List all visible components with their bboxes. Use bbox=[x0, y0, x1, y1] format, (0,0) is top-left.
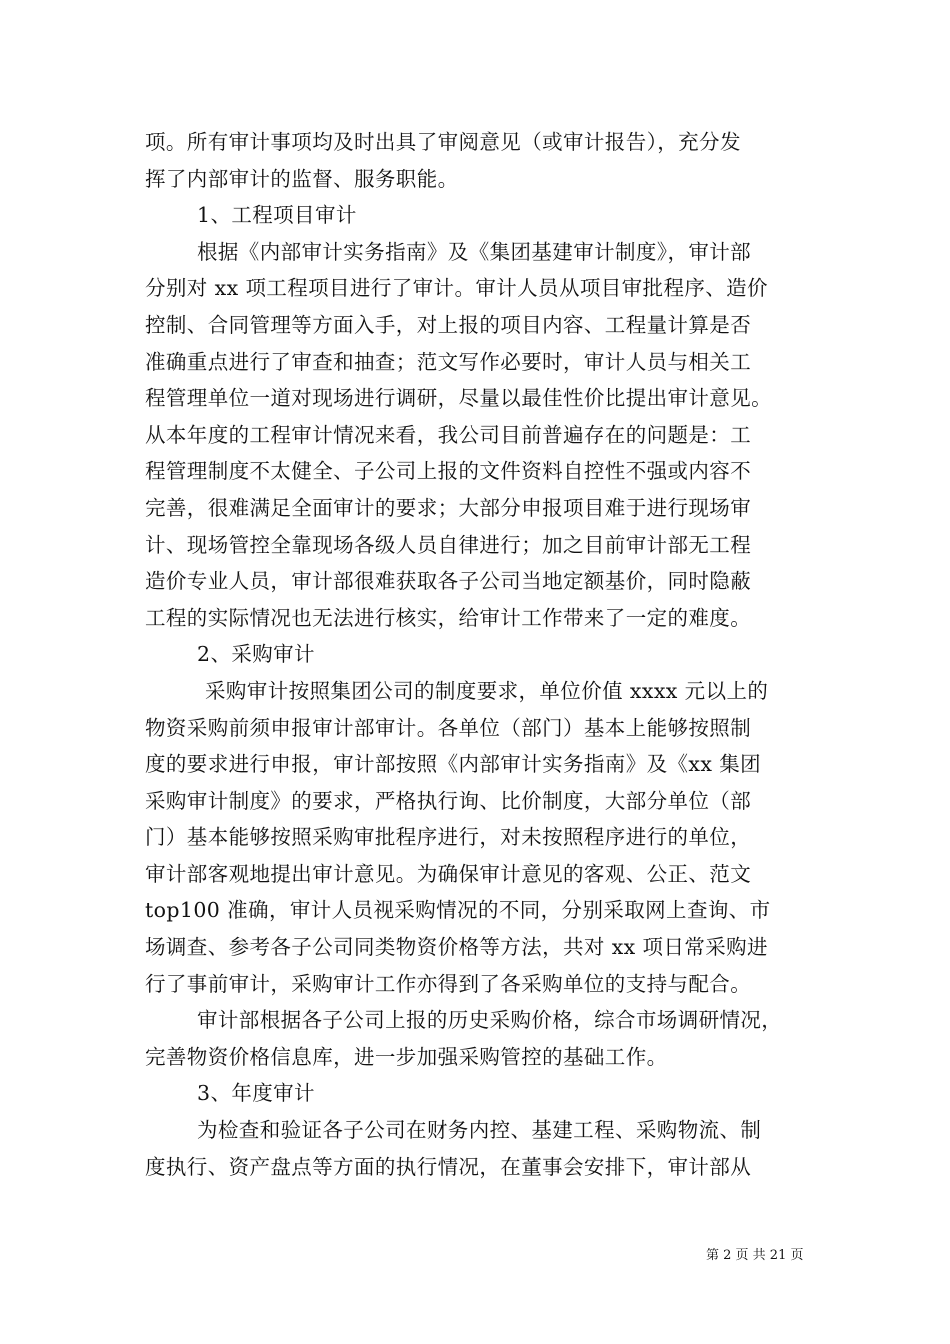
section-heading-annual-audit: 3、年度审计 bbox=[197, 1081, 315, 1106]
text-line: 计、现场管控全靠现场各级人员自律进行；加之目前审计部无工程 bbox=[145, 532, 752, 557]
text-line: 审计部根据各子公司上报的历史采购价格，综合市场调研情况， bbox=[197, 1008, 783, 1033]
text-line: 程管理制度不太健全、子公司上报的文件资料自控性不强或内容不 bbox=[145, 459, 752, 484]
text-line: 完善物资价格信息库，进一步加强采购管控的基础工作。 bbox=[145, 1044, 668, 1069]
text-line: 为检查和验证各子公司在财务内控、基建工程、采购物流、制 bbox=[197, 1118, 762, 1143]
text-line: 审计部客观地提出审计意见。为确保审计意见的客观、公正、范文 bbox=[145, 861, 752, 886]
text-line: 从本年度的工程审计情况来看，我公司目前普遍存在的问题是：工 bbox=[145, 422, 752, 447]
text-line: 分别对 xx 项工程项目进行了审计。审计人员从项目审批程序、造价 bbox=[145, 276, 768, 301]
text-line: 行了事前审计，采购审计工作亦得到了各采购单位的支持与配合。 bbox=[145, 971, 752, 996]
text-line: 采购审计按照集团公司的制度要求，单位价值 xxxx 元以上的 bbox=[205, 678, 769, 703]
text-line: 准确重点进行了审查和抽查；范文写作必要时，审计人员与相关工 bbox=[145, 349, 752, 374]
text-line: 挥了内部审计的监督、服务职能。 bbox=[145, 166, 459, 191]
text-line: 门）基本能够按照采购审批程序进行，对未按照程序进行的单位， bbox=[145, 825, 752, 850]
text-line: 物资采购前须申报审计部审计。各单位（部门）基本上能够按照制 bbox=[145, 715, 752, 740]
text-line: 项。所有审计事项均及时出具了审阅意见（或审计报告），充分发 bbox=[145, 130, 741, 154]
text-line: 度执行、资产盘点等方面的执行情况，在董事会安排下，审计部从 bbox=[145, 1154, 752, 1179]
text-line: 场调查、参考各子公司同类物资价格等方法，共对 xx 项日常采购进 bbox=[145, 935, 768, 960]
section-heading-engineering-audit: 1、工程项目审计 bbox=[197, 203, 357, 228]
text-line: top100 准确，审计人员视采购情况的不同，分别采取网上查询、市 bbox=[145, 898, 771, 923]
text-line: 造价专业人员，审计部很难获取各子公司当地定额基价，同时隐蔽 bbox=[145, 569, 752, 594]
text-line: 度的要求进行申报，审计部按照《内部审计实务指南》及《xx 集团 bbox=[145, 752, 762, 777]
document-body bbox=[145, 124, 825, 1185]
section-heading-procurement-audit: 2、采购审计 bbox=[197, 642, 315, 667]
text-line: 控制、合同管理等方面入手，对上报的项目内容、工程量计算是否 bbox=[145, 312, 752, 337]
text-line: 采购审计制度》的要求，严格执行询、比价制度，大部分单位（部 bbox=[145, 788, 752, 813]
text-line: 完善，很难满足全面审计的要求；大部分申报项目难于进行现场审 bbox=[145, 495, 752, 520]
text-line: 工程的实际情况也无法进行核实，给审计工作带来了一定的难度。 bbox=[145, 605, 752, 630]
text-line: 程管理单位一道对现场进行调研，尽量以最佳性价比提出审计意见。 bbox=[145, 386, 772, 411]
text-line: 根据《内部审计实务指南》及《集团基建审计制度》，审计部 bbox=[197, 239, 752, 264]
page-number: 第 2 页 共 21 页 bbox=[706, 1248, 804, 1263]
